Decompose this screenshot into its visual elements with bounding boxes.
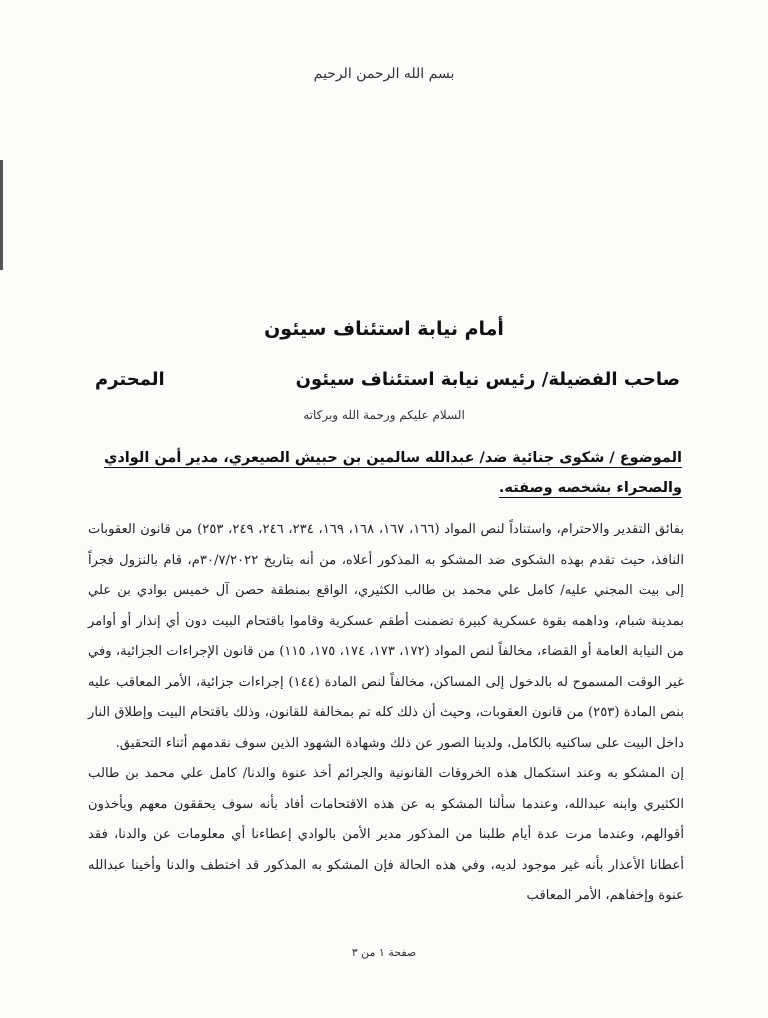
addressee: صاحب الفضيلة/ رئيس نيابة استئناف سيئون: [295, 369, 680, 390]
edge-mark: [0, 160, 3, 270]
basmala: بسم الله الرحمن الرحيم: [313, 66, 455, 82]
body-paragraph-2: إن المشكو به وعند استكمال هذه الخروقات القانونية والجرائم أخذ عنوة والدنا/ كامل علي محمد بن طالب الكثيري وابنه عبدالله، وعندما سألنا المشكو به عن هذه الاقتحامات أفاد بأنه سوف يحققون معهم ويأخذون أقوالهم، وعندما مرت عدة أيام طلبنا من المذكور مدير الأمن بالوادي إعطاءنا أي معلومات عن والدنا، فقد أعطانا الأعذار بأنه غير موجود لديه، وفي هذه الحالة فإن المشكو به المذكور قد اختطف والدنا وأخينا عبدالله عنوة وإخفاهم، الأمر المعاقب: [88, 766, 684, 903]
page-number: صفحة ١ من ٣: [351, 946, 417, 959]
body-paragraph-1: بفائق التقدير والاحترام، واستناداً لنص المواد (١٦٦، ١٦٧، ١٦٨، ١٦٩، ٢٣٤، ٢٤٦، ٢٤٩، ٢٥٣) من قانون العقوبات النافذ، حيث تقدم بهذه الشكوى ضد المشكو به المذكور أعلاه، من أنه بتاريخ ٣٠/٧/٢٠٢٢م، قام بالنزول فجراً إلى بيت المجني عليه/ كامل علي محمد بن طالب الكثيري، الواقع بمنطقة حصن آل خميس بوادي بن علي بمدينة شبام، وداهمه بقوة عسكرية كبيرة تضمنت أطقم عسكرية وقاموا باقتحام البيت دون أي إنذار أو أوامر من النيابة العامة أو القضاء، مخالفاً لنص المواد (١٧٢، ١٧٣، ١٧٤، ١٧٥، ١١٥) من قانون الإجراءات الجزائية، وفي غير الوقت المسموح له بالدخول إلى المساكن، مخالفاً لنص المادة (١٤٤) إجراءات جزائية، الأمر المعاقب عليه بنص المادة (٢٥٣) من قانون العقوبات، وحيث أن ذلك كله تم بمخالفة للقانون، وذلك باقتحام البيت وإطلاق النار داخل البيت على ساكنيه بالكامل، ولدينا الصور عن ذلك وشهادة الشهود الذين سوف نقدمهم أثناء التحقيق.: [88, 522, 685, 751]
court-title: أمام نيابة استئناف سيئون: [264, 318, 504, 340]
subject-line: [90, 443, 682, 503]
document-body: [88, 515, 684, 912]
honorific: المحترم: [95, 369, 165, 390]
subject-text: الموضوع / شكوى جنائية ضد/ عبدالله سالمين بن حبيش الصيعري، مدير أمن الوادي والصحراء بشخصه وصفته.: [104, 450, 682, 496]
greeting: السلام عليكم ورحمة الله وبركاته: [303, 408, 465, 422]
addressee-line: [95, 369, 680, 390]
